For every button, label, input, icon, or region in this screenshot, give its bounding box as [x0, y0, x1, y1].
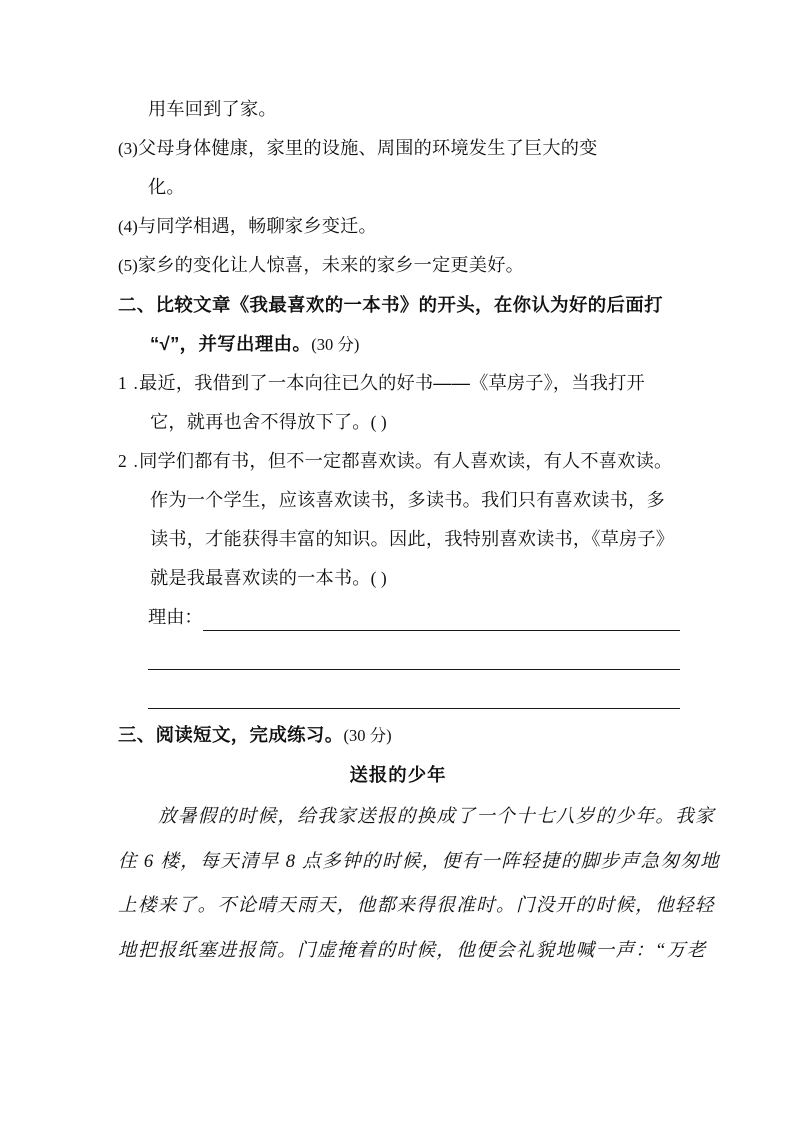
- reason-label: 理由：: [148, 607, 203, 627]
- list-item-continuation: [118, 168, 680, 207]
- question-1-line-2: [118, 403, 680, 442]
- reason-answer-row-3: [118, 676, 680, 715]
- reason-answer-row-2: [118, 637, 680, 676]
- section-three-heading-text: 三、阅读短文，完成练习。: [118, 724, 344, 745]
- question-1-number: 1 .: [118, 373, 140, 393]
- list-item-text: 父母身体健康，家里的设施、周围的环境发生了巨大的变: [137, 138, 598, 158]
- list-item-number: (4): [118, 217, 138, 236]
- section-two-heading-line2-wrap: [118, 324, 680, 364]
- answer-rule-1[interactable]: [203, 630, 680, 631]
- list-item-text-cont: 化。: [148, 177, 185, 197]
- answer-rule-2[interactable]: [148, 669, 680, 670]
- section-two-heading-line1: 二、比较文章《我最喜欢的一本书》的开头，在你认为好的后面打: [118, 294, 663, 315]
- question-1-answer-blank[interactable]: ( ): [370, 412, 387, 432]
- question-1-text-2: 它，就再也舍不得放下了。: [150, 412, 371, 432]
- page-content: [118, 90, 721, 973]
- list-item-number: (3): [118, 139, 138, 158]
- section-three-score: (30 分): [343, 726, 392, 745]
- question-2-answer-blank[interactable]: ( ): [370, 568, 387, 588]
- carryover-text: 用车回到了家。: [148, 99, 277, 119]
- answer-rule-3[interactable]: [148, 708, 680, 709]
- section-two-heading-line2: “√”，并写出理由。: [150, 333, 312, 354]
- question-2-line-3: [118, 520, 680, 559]
- question-1-line-1: [118, 364, 680, 403]
- section-two-score: (30 分): [311, 335, 360, 354]
- list-item-text: 与同学相遇，畅聊家乡变迁。: [137, 216, 377, 236]
- list-item-text: 家乡的变化让人惊喜，未来的家乡一定更美好。: [137, 255, 524, 275]
- carryover-line: [118, 90, 680, 129]
- passage-line: 住 6 楼，每天清早 8 点多钟的时候，便有一阵轻捷的脚步声急匆匆地: [118, 850, 721, 872]
- question-2-number: 2 .: [118, 451, 140, 471]
- question-1-text-1: 最近，我借到了一本向往已久的好书——《草房子》，当我打开: [139, 373, 645, 393]
- question-2-text-4: 就是我最喜欢读的一本书。: [150, 568, 371, 588]
- question-2-text-3: 读书，才能获得丰富的知识。因此，我特别喜欢读书，《草房子》: [150, 529, 675, 549]
- question-2-line-1: [118, 442, 680, 481]
- passage-line: 地把报纸塞进报筒。门虚掩着的时候，他便会礼貌地喊一声：“万老: [118, 939, 707, 961]
- list-item: [118, 129, 680, 168]
- list-item: [118, 246, 680, 285]
- list-item-number: (5): [118, 256, 138, 275]
- list-item: [118, 207, 680, 246]
- passage-body: [118, 795, 721, 973]
- question-2-text-2: 作为一个学生，应该喜欢读书，多读书。我们只有喜欢读书，多: [150, 490, 665, 510]
- passage-line: 放暑假的时候，给我家送报的换成了一个十七八岁的少年。我家: [158, 806, 716, 827]
- section-three-heading: [118, 715, 680, 755]
- reason-answer-row-1: [118, 598, 680, 637]
- question-2-line-4: [118, 559, 680, 598]
- passage-line: 上楼来了。不论晴天雨天，他都来得很准时。门没开的时候，他轻轻: [118, 895, 715, 916]
- section-two-heading: [118, 285, 680, 364]
- question-2-text-1: 同学们都有书，但不一定都喜欢读。有人喜欢读，有人不喜欢读。: [139, 451, 673, 471]
- passage-title: 送报的少年: [349, 764, 447, 785]
- question-2-line-2: [118, 481, 680, 520]
